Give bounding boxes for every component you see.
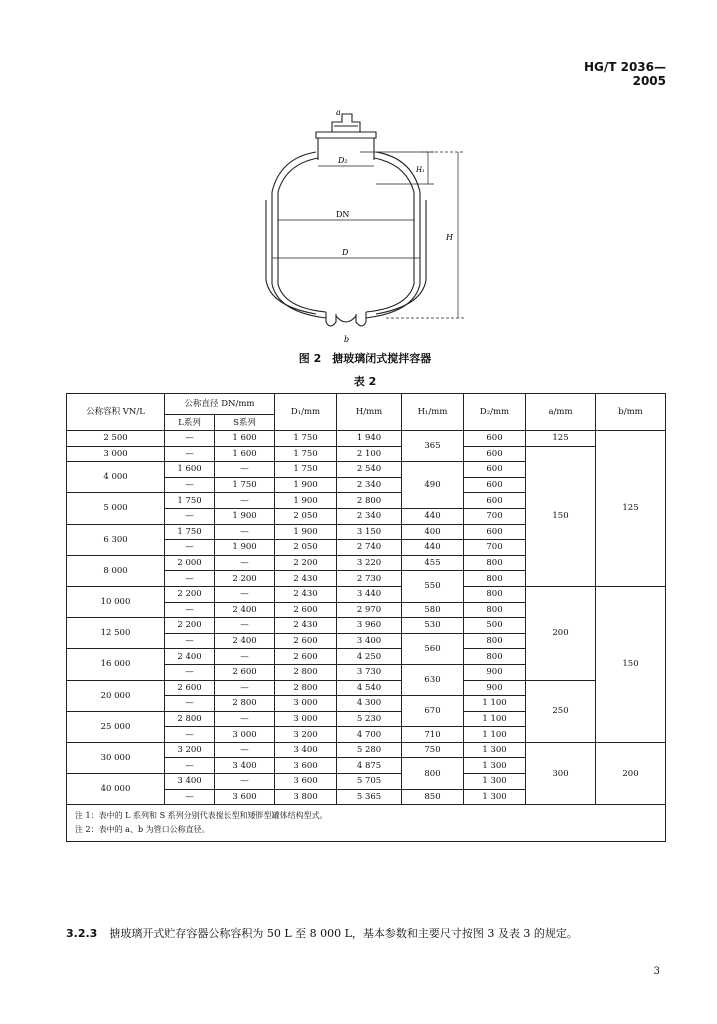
cell-d1: 1 900 [275,477,337,493]
cell-h1: 750 [402,742,464,758]
cell-d1: 1 900 [275,493,337,509]
header-a: a/mm [526,394,596,431]
cell-d2: 900 [464,664,526,680]
cell-h: 4 250 [337,649,402,665]
vessel-figure [256,108,476,346]
cell-d1: 3 800 [275,789,337,805]
cell-d1: 2 600 [275,602,337,618]
cell-h: 2 730 [337,571,402,587]
cell-d1: 3 000 [275,696,337,712]
cell-d1: 2 430 [275,586,337,602]
cell-h1: 670 [402,696,464,727]
cell-l: — [165,789,215,805]
header-b: b/mm [596,394,666,431]
cell-d1: 3 600 [275,774,337,790]
cell-s: 3 600 [215,789,275,805]
cell-l: 3 400 [165,774,215,790]
cell-s: 1 900 [215,508,275,524]
table-row [67,680,666,696]
header-d2: D₂/mm [464,394,526,431]
cell-l: 3 200 [165,742,215,758]
cell-h1: 490 [402,462,464,509]
cell-d2: 800 [464,586,526,602]
cell-s: 2 400 [215,602,275,618]
cell-d2: 800 [464,649,526,665]
cell-h1: 560 [402,633,464,664]
cell-vn: 20 000 [67,680,165,711]
cell-h: 3 440 [337,586,402,602]
cell-s: 1 900 [215,540,275,556]
label-h: H [446,233,453,242]
cell-h1: 800 [402,758,464,789]
figure-caption: 图 2 搪玻璃闭式搅拌容器 [298,352,432,365]
cell-b: 150 [596,586,666,742]
cell-d2: 1 100 [464,696,526,712]
cell-d1: 3 400 [275,742,337,758]
table-notes [67,805,666,842]
cell-h: 5 365 [337,789,402,805]
cell-d2: 600 [464,431,526,447]
cell-h: 3 730 [337,664,402,680]
vessel-drawing [256,108,476,346]
table-notes-row [67,805,666,842]
cell-d1: 2 800 [275,664,337,680]
cell-s: — [215,618,275,634]
cell-l: 2 800 [165,711,215,727]
cell-a: 125 [526,431,596,447]
page-number: 3 [653,966,660,977]
label-a: a [336,108,341,117]
cell-vn: 8 000 [67,555,165,586]
cell-h: 5 230 [337,711,402,727]
cell-vn: 2 500 [67,431,165,447]
table-row [67,742,666,758]
cell-d1: 1 750 [275,446,337,462]
cell-d2: 600 [464,462,526,478]
label-dn: DN [336,210,350,219]
cell-h: 3 960 [337,618,402,634]
clause-paragraph [66,923,666,945]
cell-b: 125 [596,431,666,587]
cell-d1: 1 750 [275,431,337,447]
cell-l: — [165,727,215,743]
cell-d2: 1 300 [464,789,526,805]
header-h1: H₁/mm [402,394,464,431]
cell-h: 4 700 [337,727,402,743]
clause-text: 搪玻璃开式贮存容器公称容积为 50 L 至 8 000 L，基本参数和主要尺寸按图 3 及表 3 的规定。 [109,927,578,940]
cell-h1: 630 [402,664,464,695]
cell-h1: 710 [402,727,464,743]
header-diameter: 公称直径 DN/mm [165,394,275,415]
cell-s: — [215,524,275,540]
cell-l: 2 000 [165,555,215,571]
cell-d2: 800 [464,602,526,618]
cell-s: 2 200 [215,571,275,587]
cell-h: 2 970 [337,602,402,618]
cell-d2: 600 [464,524,526,540]
cell-s: 1 750 [215,477,275,493]
parameter-table [66,393,666,842]
cell-d2: 600 [464,493,526,509]
cell-d1: 1 750 [275,462,337,478]
cell-s: 1 600 [215,431,275,447]
cell-vn: 25 000 [67,711,165,742]
cell-s: 2 400 [215,633,275,649]
label-b: b [344,335,350,344]
table-row [67,446,666,462]
cell-h: 2 340 [337,477,402,493]
cell-s: — [215,680,275,696]
cell-d1: 3 600 [275,758,337,774]
cell-l: 2 200 [165,618,215,634]
cell-d2: 800 [464,633,526,649]
note-1: 注 1：表中的 L 系列和 S 系列分别代表搅长型和矮胖型罐体结构型式。 [75,811,328,821]
cell-d2: 1 300 [464,742,526,758]
cell-s: — [215,555,275,571]
cell-vn: 4 000 [67,462,165,493]
cell-d2: 800 [464,571,526,587]
cell-h1: 850 [402,789,464,805]
cell-d1: 2 050 [275,540,337,556]
cell-s: — [215,586,275,602]
cell-l: — [165,431,215,447]
cell-l: 2 400 [165,649,215,665]
cell-d2: 900 [464,680,526,696]
cell-vn: 5 000 [67,493,165,524]
cell-h: 2 740 [337,540,402,556]
cell-d1: 2 600 [275,649,337,665]
cell-vn: 10 000 [67,586,165,617]
cell-l: 2 600 [165,680,215,696]
cell-h1: 455 [402,555,464,571]
cell-h1: 400 [402,524,464,540]
cell-l: — [165,633,215,649]
cell-h1: 365 [402,431,464,462]
cell-h: 5 705 [337,774,402,790]
cell-d1: 2 050 [275,508,337,524]
table-row [67,586,666,602]
cell-vn: 30 000 [67,742,165,773]
cell-h: 2 540 [337,462,402,478]
cell-s: 2 800 [215,696,275,712]
cell-l: — [165,508,215,524]
cell-h: 2 100 [337,446,402,462]
cell-vn: 3 000 [67,446,165,462]
cell-d2: 600 [464,477,526,493]
cell-l: — [165,664,215,680]
cell-d2: 700 [464,540,526,556]
cell-l: — [165,571,215,587]
cell-a: 200 [526,586,596,680]
cell-vn: 40 000 [67,774,165,805]
cell-d2: 600 [464,446,526,462]
cell-d1: 1 900 [275,524,337,540]
cell-d1: 2 800 [275,680,337,696]
cell-h: 3 400 [337,633,402,649]
cell-s: 3 000 [215,727,275,743]
note-2: 注 2：表中的 a、b 为管口公称直径。 [75,825,210,835]
cell-vn: 16 000 [67,649,165,680]
cell-d2: 500 [464,618,526,634]
cell-d2: 1 100 [464,711,526,727]
label-d2: D₂ [338,156,348,165]
cell-d1: 2 430 [275,571,337,587]
cell-s: 2 600 [215,664,275,680]
cell-s: 3 400 [215,758,275,774]
cell-d2: 1 300 [464,758,526,774]
cell-d1: 2 200 [275,555,337,571]
cell-l: — [165,758,215,774]
cell-d2: 1 300 [464,774,526,790]
cell-h: 2 340 [337,508,402,524]
cell-s: — [215,649,275,665]
cell-d1: 3 200 [275,727,337,743]
standard-code: HG/T 2036—2005 [583,60,666,88]
header-l-series: L系列 [165,415,215,431]
cell-h: 3 150 [337,524,402,540]
cell-s: 1 600 [215,446,275,462]
cell-h: 3 220 [337,555,402,571]
clause-number: 3.2.3 [66,927,98,940]
cell-h1: 530 [402,618,464,634]
label-h1: H₁ [416,166,425,174]
cell-vn: 12 500 [67,618,165,649]
cell-s: — [215,493,275,509]
cell-b: 200 [596,742,666,804]
cell-h1: 440 [402,508,464,524]
cell-d2: 700 [464,508,526,524]
header-s-series: S系列 [215,415,275,431]
cell-s: — [215,742,275,758]
header-h: H/mm [337,394,402,431]
cell-h: 1 940 [337,431,402,447]
cell-h: 4 300 [337,696,402,712]
cell-h: 5 280 [337,742,402,758]
cell-a: 300 [526,742,596,804]
cell-vn: 6 300 [67,524,165,555]
cell-h: 4 875 [337,758,402,774]
cell-s: — [215,711,275,727]
label-d: D [342,248,349,257]
cell-l: — [165,696,215,712]
cell-h: 4 540 [337,680,402,696]
cell-s: — [215,774,275,790]
cell-d1: 2 430 [275,618,337,634]
cell-h: 2 800 [337,493,402,509]
cell-l: — [165,602,215,618]
table-title: 表 2 [353,375,377,388]
cell-s: — [215,462,275,478]
cell-l: — [165,477,215,493]
cell-d1: 2 600 [275,633,337,649]
cell-l: 2 200 [165,586,215,602]
cell-l: 1 600 [165,462,215,478]
cell-d2: 1 100 [464,727,526,743]
table-row [67,431,666,447]
cell-h1: 440 [402,540,464,556]
cell-a: 250 [526,680,596,742]
cell-l: — [165,540,215,556]
cell-h1: 550 [402,571,464,602]
header-d1: D₁/mm [275,394,337,431]
cell-a: 150 [526,446,596,586]
cell-l: — [165,446,215,462]
cell-l: 1 750 [165,493,215,509]
cell-d2: 800 [464,555,526,571]
cell-l: 1 750 [165,524,215,540]
cell-d1: 3 000 [275,711,337,727]
header-capacity: 公称容积 VN/L [67,394,165,431]
cell-h1: 580 [402,602,464,618]
